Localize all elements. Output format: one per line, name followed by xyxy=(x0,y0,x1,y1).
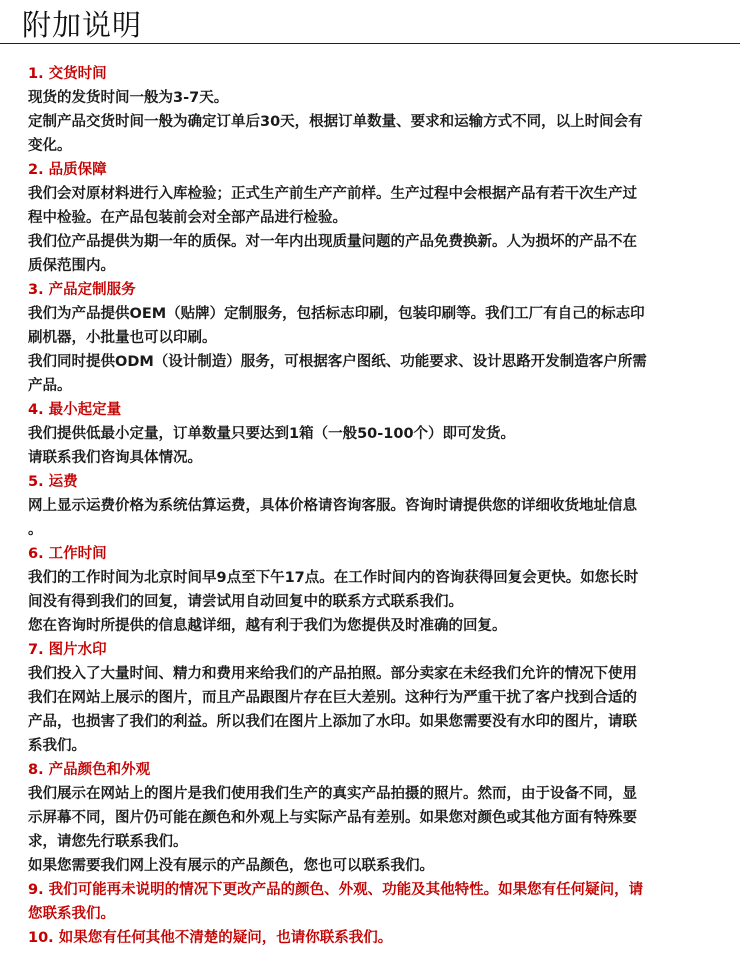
text-line: 如果您需要我们网上没有展示的产品颜色，您也可以联系我们。 xyxy=(28,858,434,874)
section-heading: 4. 最小起定量 xyxy=(28,402,122,418)
text-line: 我们位产品提供为期一年的质保。对一年内出现质量问题的产品免费换新。人为损坏的产品不在 xyxy=(28,234,637,250)
text-line: 求，请您先行联系我们。 xyxy=(28,834,188,850)
title-divider xyxy=(0,43,740,44)
text-line: 请联系我们咨询具体情况。 xyxy=(28,450,202,466)
section-heading: 5. 运费 xyxy=(28,474,78,490)
text-line: 我们投入了大量时间、精力和费用来给我们的产品拍照。部分卖家在未经我们允许的情况下使用 xyxy=(28,666,637,682)
section-heading: 8. 产品颜色和外观 xyxy=(28,762,151,778)
text-line: 。 xyxy=(28,522,43,538)
text-line: 我们为产品提供OEM（贴牌）定制服务，包括标志印刷，包装印刷等。我们工厂有自己的标志印 xyxy=(28,306,645,322)
text-line: 示屏幕不同，图片仍可能在颜色和外观上与实际产品有差别。如果您对颜色或其他方面有特殊要 xyxy=(28,810,637,826)
section-working-hours xyxy=(28,542,722,638)
text-line: 产品。 xyxy=(28,378,72,394)
text-line: 变化。 xyxy=(28,138,72,154)
section-shipping-fee xyxy=(28,470,722,542)
note-line: 9. 我们可能再未说明的情况下更改产品的颜色、外观、功能及其他特性。如果您有任何疑问，请 xyxy=(28,882,644,898)
text-line: 间没有得到我们的回复，请尝试用自动回复中的联系方式联系我们。 xyxy=(28,594,463,610)
text-line: 您在咨询时所提供的信息越详细，越有利于我们为您提供及时准确的回复。 xyxy=(28,618,507,634)
section-color-appearance xyxy=(28,758,722,878)
content-body xyxy=(28,62,722,950)
text-line: 刷机器，小批量也可以印刷。 xyxy=(28,330,217,346)
note-line: 10. 如果您有任何其他不清楚的疑问，也请你联系我们。 xyxy=(28,930,393,946)
section-heading: 2. 品质保障 xyxy=(28,162,107,178)
text-line: 产品，也损害了我们的利益。所以我们在图片上添加了水印。如果您需要没有水印的图片，请联 xyxy=(28,714,637,730)
section-heading: 3. 产品定制服务 xyxy=(28,282,136,298)
text-line: 我们的工作时间为北京时间早9点至下午17点。在工作时间内的咨询获得回复会更快。如您长时 xyxy=(28,570,639,586)
section-minimum-order xyxy=(28,398,722,470)
section-heading: 7. 图片水印 xyxy=(28,642,107,658)
text-line: 系我们。 xyxy=(28,738,86,754)
text-line: 现货的发货时间一般为3-7天。 xyxy=(28,90,229,106)
section-customization xyxy=(28,278,722,398)
text-line: 质保范围内。 xyxy=(28,258,115,274)
note-product-changes xyxy=(28,878,722,926)
text-line: 程中检验。在产品包装前会对全部产品进行检验。 xyxy=(28,210,347,226)
section-quality-assurance xyxy=(28,158,722,278)
text-line: 网上显示运费价格为系统估算运费，具体价格请咨询客服。咨询时请提供您的详细收货地址信息 xyxy=(28,498,637,514)
text-line: 我们提供低最小定量，订单数量只要达到1箱（一般50-100个）即可发货。 xyxy=(28,426,516,442)
text-line: 我们会对原材料进行入库检验；正式生产前生产产前样。生产过程中会根据产品有若干次生产过 xyxy=(28,186,637,202)
section-heading: 1. 交货时间 xyxy=(28,66,107,82)
section-heading: 6. 工作时间 xyxy=(28,546,107,562)
note-line: 您联系我们。 xyxy=(28,906,115,922)
text-line: 我们在网站上展示的图片，而且产品跟图片存在巨大差别。这种行为严重干扰了客户找到合适的 xyxy=(28,690,637,706)
section-image-watermark xyxy=(28,638,722,758)
note-contact-us xyxy=(28,926,722,950)
section-delivery-time xyxy=(28,62,722,158)
text-line: 我们同时提供ODM（设计制造）服务，可根据客户图纸、功能要求、设计思路开发制造客户所需 xyxy=(28,354,647,370)
text-line: 我们展示在网站上的图片是我们使用我们生产的真实产品拍摄的照片。然而，由于设备不同，显 xyxy=(28,786,637,802)
page-title: 附加说明 xyxy=(22,8,143,42)
text-line: 定制产品交货时间一般为确定订单后30天，根据订单数量、要求和运输方式不同，以上时间会有 xyxy=(28,114,643,130)
